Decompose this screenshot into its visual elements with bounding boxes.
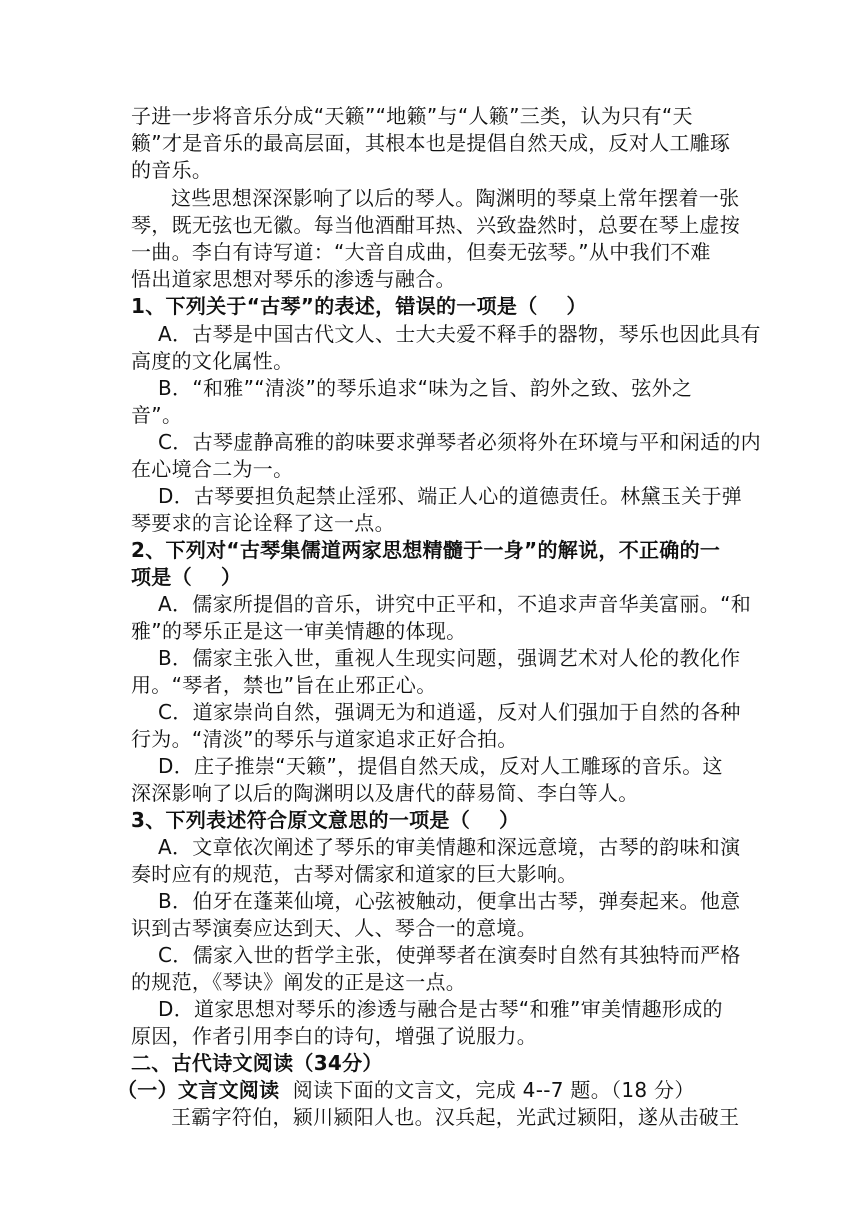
q1-option-a-cont: 高度的文化属性。 xyxy=(131,349,294,373)
q1-option-b-cont: 音”。 xyxy=(131,403,183,427)
q2-option-a: A．儒家所提倡的音乐，讲究中正平和，不追求声音华美富丽。“和 xyxy=(158,592,752,616)
q3-option-c-cont: 的规范，《琴诀》阐发的正是这一点。 xyxy=(131,970,467,994)
passage-line: 的音乐。 xyxy=(131,158,213,182)
q1-option-d: D．古琴要担负起禁止淫邪、端正人心的道德责任。林黛玉关于弹 xyxy=(158,484,743,508)
q1-option-c-cont: 在心境合二为一。 xyxy=(131,457,294,481)
passage-line: 子进一步将音乐分成“天籁”“地籁”与“人籁”三类，认为只有“天 xyxy=(131,104,693,128)
q3-option-c: C．儒家入世的哲学主张，使弹琴者在演奏时自然有其独特而严格 xyxy=(158,943,741,967)
q2-option-b: B．儒家主张入世，重视人生现实问题，强调艺术对人伦的教化作 xyxy=(158,646,741,670)
q2-option-a-cont: 雅”的琴乐正是这一审美情趣的体现。 xyxy=(131,619,467,643)
classical-text-line: 王霸字符伯，颍川颍阳人也。汉兵起，光武过颍阳，遂从击破王 xyxy=(171,1105,740,1129)
q3-option-a: A．文章依次阐述了琴乐的审美情趣和深远意境，古琴的韵味和演 xyxy=(158,835,741,859)
q1-option-c: C．古琴虚静高雅的韵味要求弹琴者必须将外在环境与平和闲适的内 xyxy=(158,430,761,454)
q3-option-d: D．道家思想对琴乐的渗透与融合是古琴“和雅”审美情趣形成的 xyxy=(158,997,723,1021)
q2-option-d-cont: 深深影响了以后的陶渊明以及唐代的薛易简、李白等人。 xyxy=(131,781,639,805)
q2-option-c: C．道家崇尚自然，强调无为和逍遥，反对人们强加于自然的各种 xyxy=(158,700,741,724)
q2-option-b-cont: 用。“琴者，禁也”旨在止邪正心。 xyxy=(131,673,437,697)
question-1-stem: 1、下列关于“古琴”的表述，错误的一项是（ ） xyxy=(131,294,587,318)
q2-option-d: D．庄子推崇“天籁”，提倡自然天成，反对人工雕琢的音乐。这 xyxy=(158,754,723,778)
q1-option-d-cont: 琴要求的言论诠释了这一点。 xyxy=(131,511,395,535)
q3-option-a-cont: 奏时应有的规范，古琴对儒家和道家的巨大影响。 xyxy=(131,862,578,886)
passage-line: 籁”才是音乐的最高层面，其根本也是提倡自然天成，反对人工雕琢 xyxy=(131,131,731,155)
subsection-title: （一）文言文阅读 xyxy=(117,1078,280,1102)
subsection-line xyxy=(117,1076,695,1104)
question-2-stem-cont: 项是（ ） xyxy=(131,565,242,589)
passage-line: 琴，既无弦也无徽。每当他酒酣耳热、兴致盎然时，总要在琴上虚按 xyxy=(131,213,740,237)
passage-line: 这些思想深深影响了以后的琴人。陶渊明的琴桌上常年摆着一张 xyxy=(171,186,740,210)
q2-option-c-cont: 行为。“清淡”的琴乐与道家追求正好合拍。 xyxy=(131,727,518,751)
question-2-stem: 2、下列对“古琴集儒道两家思想精髓于一身”的解说，不正确的一 xyxy=(131,538,721,562)
q3-option-b: B．伯牙在蓬莱仙境，心弦被触动，便拿出古琴，弹奏起来。他意 xyxy=(158,889,741,913)
q3-option-b-cont: 识到古琴演奏应达到天、人、琴合一的意境。 xyxy=(131,916,537,940)
q1-option-a: A．古琴是中国古代文人、士大夫爱不释手的器物，琴乐也因此具有 xyxy=(158,322,761,346)
question-3-stem: 3、下列表述符合原文意思的一项是（ ） xyxy=(131,808,520,832)
passage-line: 悟出道家思想对琴乐的渗透与融合。 xyxy=(131,267,456,291)
q3-option-d-cont: 原因，作者引用李白的诗句，增强了说服力。 xyxy=(131,1024,537,1048)
subsection-instruction: 阅读下面的文言文，完成 4--7 题。（18 分） xyxy=(279,1078,695,1102)
section-heading: 二、古代诗文阅读（34分） xyxy=(131,1051,383,1075)
passage-line: 一曲。李白有诗写道：“大音自成曲，但奏无弦琴。”从中我们不难 xyxy=(131,240,711,264)
q1-option-b: B．“和雅”“清淡”的琴乐追求“味为之旨、韵外之致、弦外之 xyxy=(158,376,693,400)
